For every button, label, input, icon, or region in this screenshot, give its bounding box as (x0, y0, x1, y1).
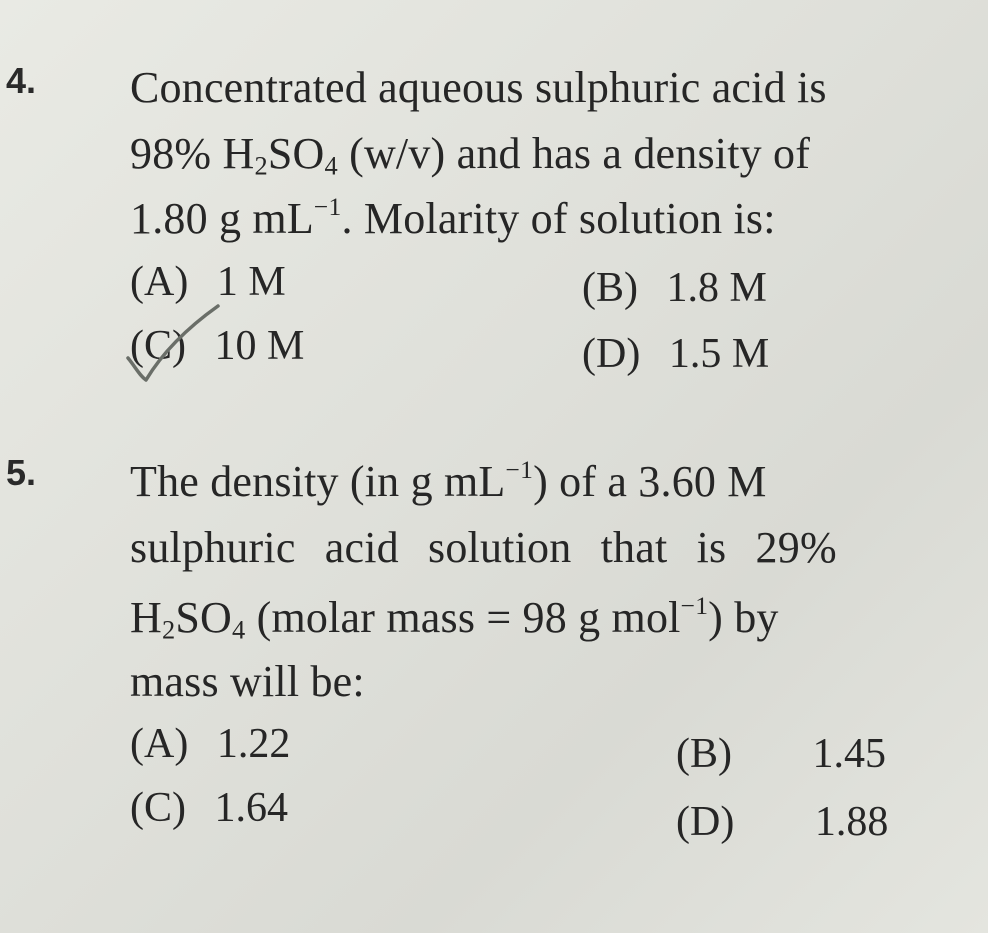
q4-option-a[interactable] (130, 258, 286, 306)
q4-line2-pre: 98% H (130, 129, 255, 178)
option-value: 1 M (216, 259, 286, 305)
q5-text-line-3 (130, 592, 779, 643)
q5-text-line-1 (130, 456, 767, 507)
q5-line2: sulphuric acid solution that is 29% (130, 523, 837, 572)
option-value: 10 M (214, 323, 305, 369)
option-value: 1.64 (214, 785, 288, 831)
q5-line1-pre: The density (in g mL (130, 457, 506, 506)
option-value: 1.22 (216, 721, 291, 767)
option-label: (B) (676, 731, 732, 777)
q5-option-b[interactable] (676, 730, 886, 778)
q5-line3-post: (molar mass = 98 g mol (245, 593, 681, 642)
q4-line3-post: . Molarity of solution is: (341, 194, 776, 243)
q5-option-d[interactable] (676, 798, 888, 846)
q4-option-d[interactable] (582, 330, 769, 378)
q4-line2-sub2: 4 (324, 150, 338, 181)
q4-line3-pre: 1.80 g mL (130, 194, 314, 243)
option-value: 1.8 M (666, 265, 767, 311)
q4-text-line-2 (130, 128, 958, 179)
option-label: (C) (130, 323, 186, 369)
q4-line2-post: (w/v) and has a density of (337, 129, 811, 178)
q5-option-c[interactable] (130, 784, 288, 832)
q4-text-line-1 (130, 62, 958, 113)
q5-line3-sup: −1 (680, 591, 709, 621)
option-label: (C) (130, 785, 186, 831)
q4-line2-sub1: 2 (254, 150, 268, 181)
q5-line3-mid: SO (175, 593, 233, 642)
option-value: 1.88 (814, 799, 889, 845)
q4-line1: Concentrated aqueous sulphuric acid is (130, 63, 827, 112)
question-number-4: 4. (6, 60, 37, 101)
q4-line3-sup: −1 (313, 192, 342, 222)
q5-text-line-2 (130, 522, 958, 573)
q5-line4: mass will be: (130, 657, 365, 706)
q5-text-line-4 (130, 656, 365, 707)
q4-option-b[interactable] (582, 264, 767, 312)
q4-option-c[interactable] (130, 322, 304, 370)
q4-line2-mid: SO (267, 129, 325, 178)
option-label: (B) (582, 265, 638, 311)
option-value: 1.5 M (668, 331, 770, 377)
q5-line3-sub2: 4 (232, 614, 246, 645)
q5-option-a[interactable] (130, 720, 290, 768)
q5-line3-end: ) by (708, 593, 779, 642)
option-label: (D) (582, 331, 641, 377)
q5-line3-pre: H (130, 593, 162, 642)
option-value: 1.45 (812, 731, 886, 777)
option-label: (A) (130, 259, 189, 305)
option-label: (D) (676, 799, 735, 845)
q5-line3-sub1: 2 (161, 614, 176, 645)
question-number-5: 5. (6, 452, 37, 493)
q4-text-line-3 (130, 193, 776, 244)
option-label: (A) (130, 721, 189, 767)
q5-line1-post: ) of a 3.60 M (533, 457, 767, 506)
q5-line1-sup: −1 (505, 455, 534, 485)
